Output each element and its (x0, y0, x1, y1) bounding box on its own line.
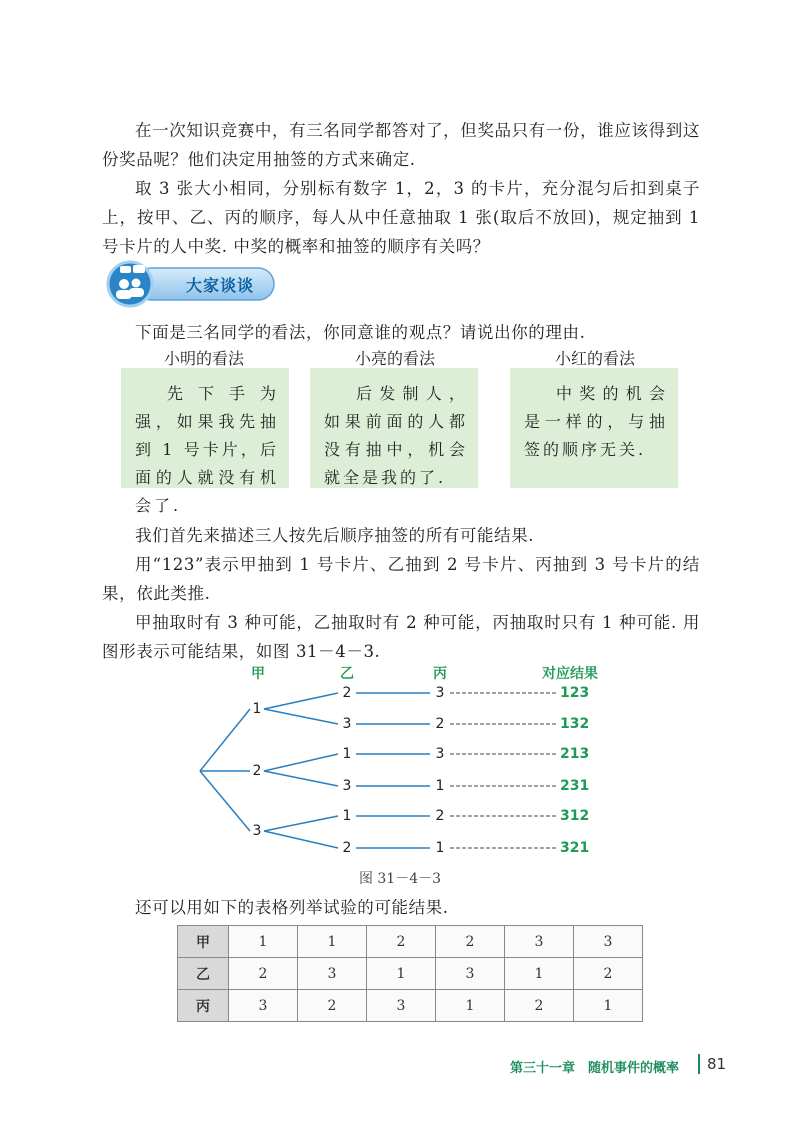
tree-edge (264, 831, 338, 848)
tree-edge (264, 816, 338, 831)
row-label-bing: 丙 (178, 990, 229, 1022)
tree-node-yi: 1 (342, 808, 352, 824)
figure-caption: 图 31－4－3 (358, 871, 442, 887)
explain-paragraph-2: 用“123”表示甲抽到 1 号卡片、乙抽到 2 号卡片、丙抽到 3 号卡片的结果，依此类推. (102, 555, 700, 603)
table-cell: 3 (298, 958, 367, 990)
tree-edge (264, 771, 338, 786)
tree-node-yi: 3 (342, 716, 352, 732)
table-cell: 3 (574, 926, 643, 958)
table-cell: 3 (505, 926, 574, 958)
table-cell: 1 (367, 958, 436, 990)
tree-result: 231 (560, 778, 590, 794)
view-title-xiaohong: 小红的看法 (554, 349, 635, 368)
table-cell: 3 (436, 958, 505, 990)
table-cell: 1 (298, 926, 367, 958)
view-box-xiaoming (121, 368, 289, 515)
table-cell: 2 (574, 958, 643, 990)
page-number: 81 (707, 1055, 727, 1073)
tree-edge (200, 771, 250, 831)
tree-header-bing: 丙 (433, 666, 447, 682)
tree-node-bing: 2 (435, 808, 445, 824)
tree-node-jia: 2 (252, 763, 262, 779)
view-text-xiaoliang: 后发制人，如果前面的人都没有抽中，机会就全是我的了. (324, 384, 468, 487)
table-cell: 3 (229, 990, 298, 1022)
tree-edge (264, 693, 338, 709)
tree-node-jia: 1 (252, 701, 262, 717)
table-cell: 1 (505, 958, 574, 990)
view-title-xiaoliang: 小亮的看法 (354, 349, 435, 368)
tree-node-yi: 2 (342, 840, 352, 856)
table-cell: 2 (367, 926, 436, 958)
table-cell: 1 (229, 926, 298, 958)
table-cell: 3 (367, 990, 436, 1022)
row-label-jia: 甲 (178, 926, 229, 958)
tree-result: 213 (560, 746, 590, 762)
tree-edge (264, 709, 338, 724)
tree-edge (200, 709, 250, 771)
tree-diagram (180, 660, 620, 860)
row-label-yi: 乙 (178, 958, 229, 990)
tree-result: 321 (560, 840, 590, 856)
table-cell: 1 (436, 990, 505, 1022)
tree-edge (264, 754, 338, 771)
footer-divider (698, 1054, 700, 1074)
tree-node-bing: 2 (435, 716, 445, 732)
tree-node-bing: 1 (435, 778, 445, 794)
view-text-xiaoming: 先下手为强，如果我先抽到 1 号卡片，后面的人就没有机会了. (135, 384, 279, 515)
tree-node-yi: 3 (342, 778, 352, 794)
intro-paragraph-2: 取 3 张大小相同，分别标有数字 1，2，3 的卡片，充分混匀后扣到桌子上，按甲、乙、丙的顺序，每人从中任意抽取 1 张(取后不放回)，规定抽到 1 号卡片的人中奖. 中奖的概率和抽签的顺序有关吗？ (102, 179, 700, 256)
tree-node-bing: 3 (435, 685, 445, 701)
tree-node-yi: 1 (342, 746, 352, 762)
table-cell: 2 (436, 926, 505, 958)
tree-node-jia: 3 (252, 823, 262, 839)
table-row-yi (178, 958, 643, 990)
tree-header-result: 对应结果 (542, 666, 598, 682)
tree-result: 312 (560, 808, 590, 824)
tree-node-yi: 2 (342, 685, 352, 701)
explain-paragraph-1: 我们首先来描述三人按先后顺序抽签的所有可能结果. (135, 526, 535, 545)
tree-node-bing: 1 (435, 840, 445, 856)
outcome-table (177, 925, 643, 1022)
table-cell: 1 (574, 990, 643, 1022)
discussion-badge-label: 大家谈谈 (186, 276, 255, 295)
view-text-xiaohong: 中奖的机会是一样的，与抽签的顺序无关. (524, 384, 668, 459)
intro-paragraph-1: 在一次知识竞赛中，有三名同学都答对了，但奖品只有一份，谁应该得到这份奖品呢？他们决定用抽签的方式来确定. (102, 121, 700, 169)
tree-header-jia: 甲 (251, 666, 265, 682)
view-title-xiaoming: 小明的看法 (163, 349, 244, 368)
table-cell: 2 (229, 958, 298, 990)
explain-paragraph-3: 甲抽取时有 3 种可能，乙抽取时有 2 种可能，丙抽取时只有 1 种可能. 用图形表示可能结果，如图 31－4－3. (102, 613, 700, 661)
table-row-bing (178, 990, 643, 1022)
table-cell: 2 (505, 990, 574, 1022)
chapter-footer: 第三十一章 随机事件的概率 (510, 1061, 680, 1076)
table-row-jia (178, 926, 643, 958)
view-box-xiaohong (510, 368, 678, 488)
table-intro: 还可以用如下的表格列举试验的可能结果. (135, 898, 449, 917)
tree-result: 123 (560, 685, 590, 701)
tree-result: 132 (560, 716, 590, 732)
discussion-prompt: 下面是三名同学的看法，你同意谁的观点？请说出你的理由. (135, 323, 586, 342)
view-box-xiaoliang (310, 368, 478, 488)
tree-node-bing: 3 (435, 746, 445, 762)
table-cell: 2 (298, 990, 367, 1022)
tree-header-yi: 乙 (340, 666, 354, 682)
